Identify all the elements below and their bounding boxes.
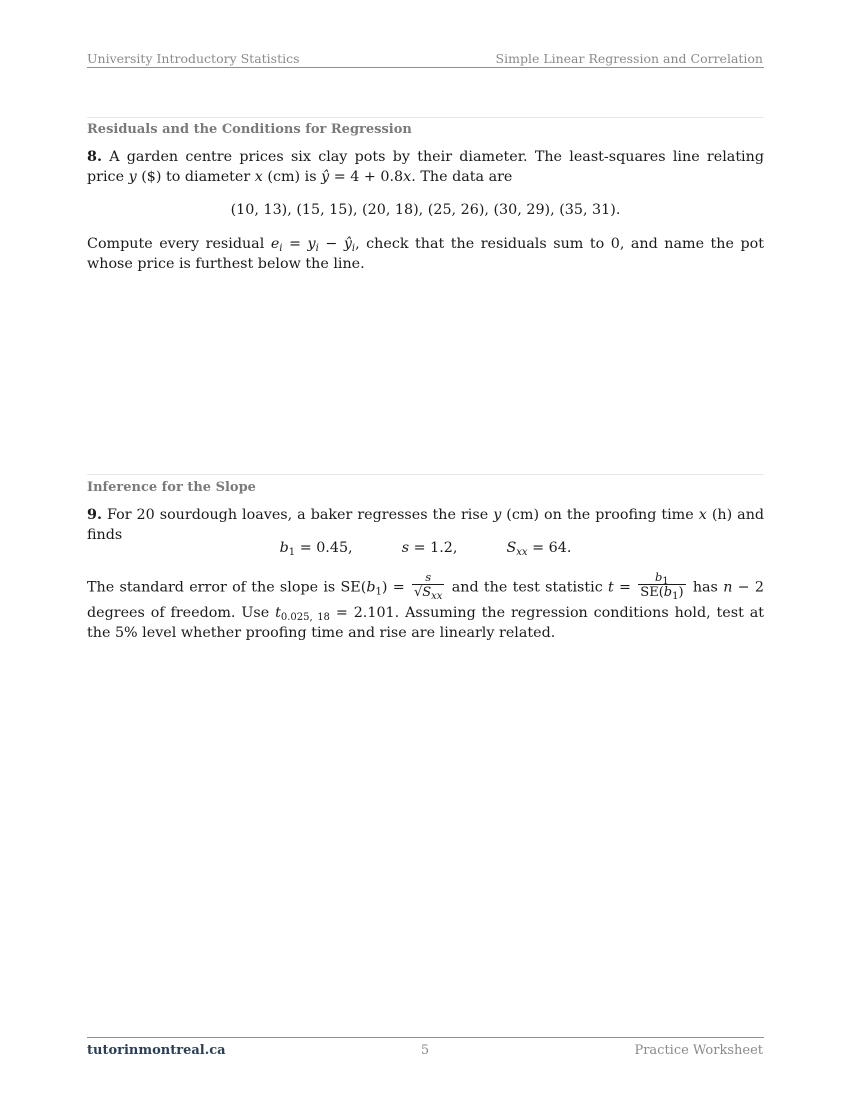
given-statistics xyxy=(87,540,764,556)
running-header-right: Simple Linear Regression and Correlation xyxy=(495,51,763,66)
stat-s: s = 1.2, xyxy=(401,540,458,556)
t-fraction: $\frac{b_1}{SE(b_1)}$ xyxy=(640,570,684,602)
footer-title: Practice Worksheet xyxy=(634,1043,763,1058)
footer-rule xyxy=(87,1037,764,1038)
header-rule xyxy=(87,67,764,68)
problem-8-task: Compute every residual $e_i = y_i$ − $ŷ_i$, check that the residuals sum to 0, and name the pot whose price is furthest below the line. xyxy=(87,236,764,272)
section-title: Inference for the Slope xyxy=(87,480,256,495)
problem-number: 8. xyxy=(87,149,102,165)
page-number: 5 xyxy=(420,1043,430,1058)
section-title: Residuals and the Conditions for Regression xyxy=(87,122,412,137)
footer-site-link[interactable]: tutorinmontreal.ca xyxy=(87,1043,226,1058)
residual-formula: $e_i = y_i$ − $ŷ_i$ xyxy=(270,236,356,254)
section-divider xyxy=(87,474,764,475)
problem-number: 9. xyxy=(87,507,102,523)
critical-t: $t_{0.025, 18}$ xyxy=(275,605,330,623)
section-divider xyxy=(87,117,764,118)
stat-b1: $b_1 = 0.45$, xyxy=(279,540,353,558)
problem-8-statement: 8. A garden centre prices six clay pots by their diameter. The least-squares line relating price y ($) to diameter x (cm) is ŷ = 4 + 0.8x. The data are xyxy=(87,149,764,185)
problem-9-statement: 9. For 20 sourdough loaves, a baker regresses the rise y (cm) on the proofing time x (h) and finds xyxy=(87,507,765,543)
stat-sxx: $S_{xx} = 64$. xyxy=(506,540,572,558)
se-fraction: $\frac{s}{√S_{xx}}$ xyxy=(413,570,443,602)
running-header-left: University Introductory Statistics xyxy=(87,51,300,66)
data-points: (10, 13), (15, 15), (20, 18), (25, 26), (30, 29), (35, 31). xyxy=(230,202,621,218)
problem-9-task: The standard error of the slope is $SE(b_1)$ = $\frac{s}{√S_{xx}}$ and the test statistic t = $\frac{b_1}{SE(b_1)}$ has n − 2 degrees of freedom. Use $t_{0.025, 18} = 2.101$. Assuming the regression conditions hold, test at the 5% level whether proofing time and rise are linearly related. xyxy=(87,570,765,641)
regression-equation: ŷ = 4 + 0.8x xyxy=(321,168,412,185)
